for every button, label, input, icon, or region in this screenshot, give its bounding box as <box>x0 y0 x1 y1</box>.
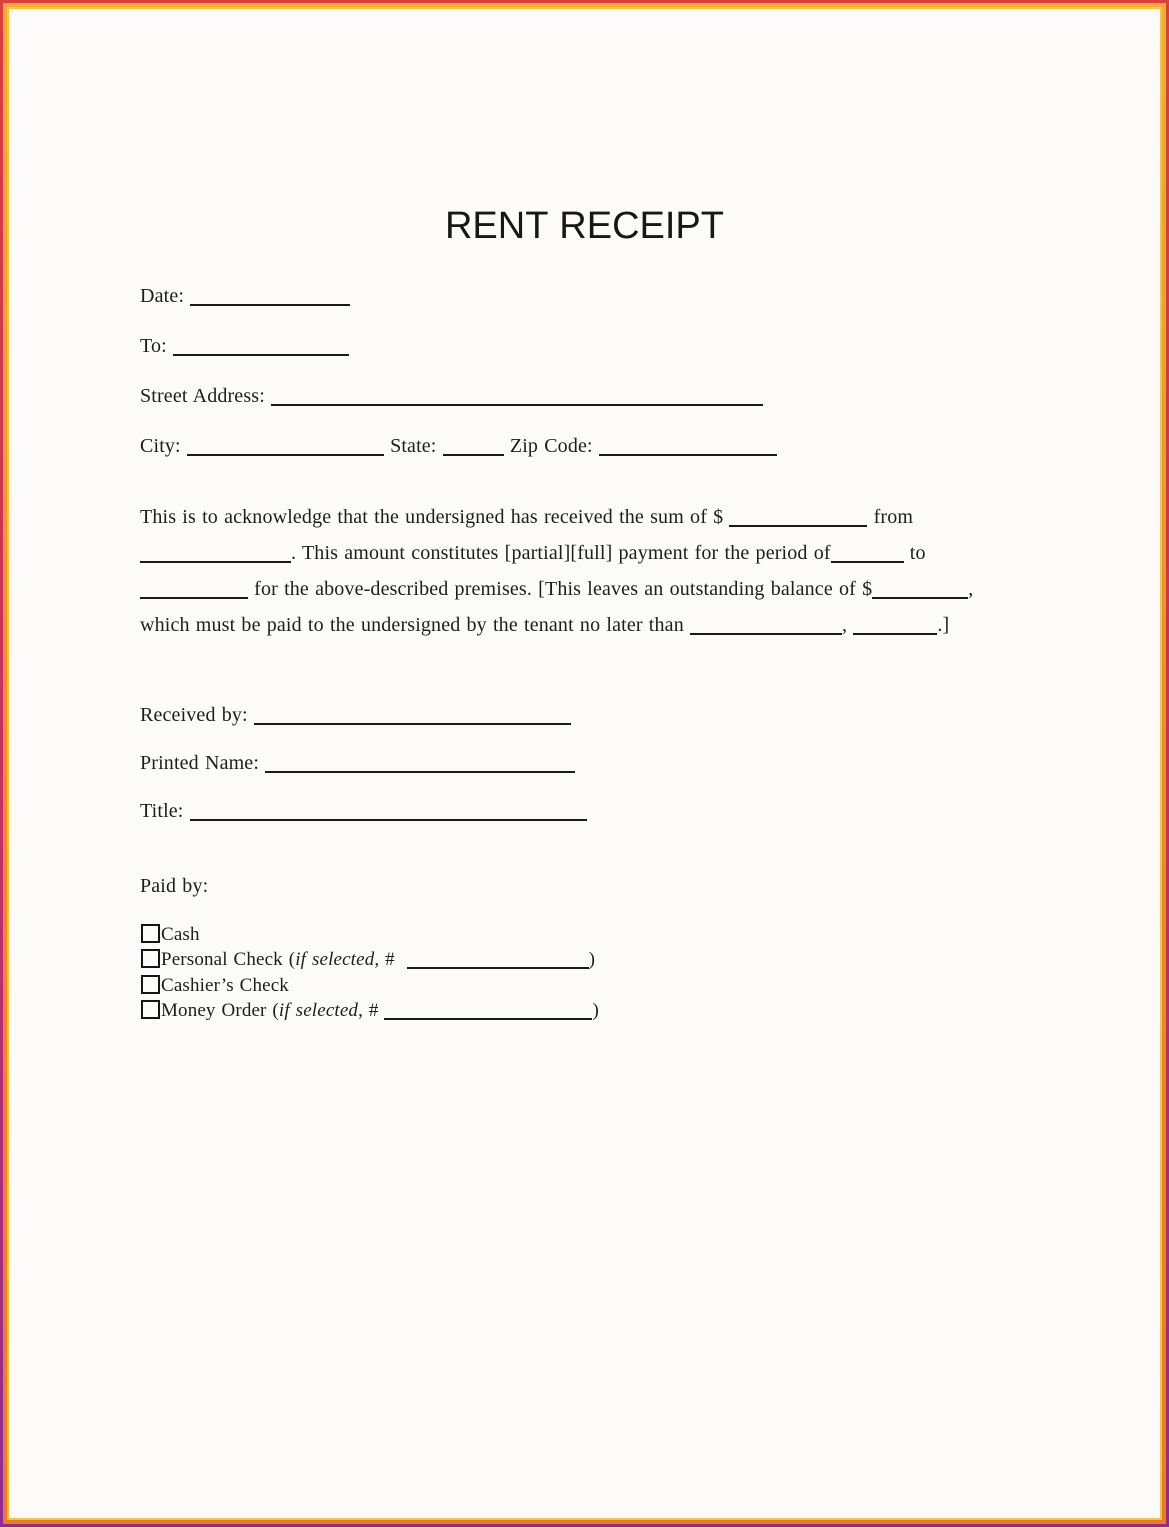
blank-line[interactable] <box>265 757 575 773</box>
text-segment: , <box>968 578 974 600</box>
text-segment: for the above-described premises. [This leaves an outstanding balance of $ <box>248 578 873 600</box>
text-segment: to <box>903 542 926 564</box>
blank-line[interactable] <box>853 619 937 635</box>
recipient-fields <box>140 284 777 484</box>
text-segment: , <box>842 614 854 636</box>
text-segment: Cashier’s Check <box>161 974 289 996</box>
personal-check-option <box>141 947 599 972</box>
blank-line[interactable] <box>831 547 904 563</box>
paragraph-line-1 <box>140 499 973 535</box>
text-segment: Money Order ( <box>161 1000 279 1022</box>
printed-name-row <box>140 751 587 799</box>
checkbox[interactable] <box>141 975 160 994</box>
to-row <box>140 334 777 384</box>
blank-line[interactable] <box>190 805 587 821</box>
text-segment: Received by: <box>140 704 254 726</box>
text-segment: ) <box>592 1000 599 1022</box>
cashiers-check-option <box>141 973 599 998</box>
text-segment: This is to acknowledge that the undersigned has received the sum of $ <box>140 506 730 528</box>
paragraph-line-4 <box>140 607 973 643</box>
text-segment: Printed Name: <box>140 752 266 774</box>
text-segment: from <box>867 506 914 528</box>
rent-receipt-document <box>9 9 1160 1518</box>
text-segment: City: <box>140 435 187 457</box>
checkbox[interactable] <box>141 1000 160 1019</box>
text-segment: ) <box>588 949 596 971</box>
document-title: RENT RECEIPT <box>444 205 724 247</box>
received-by-row <box>140 703 587 751</box>
text-segment: which must be paid to the undersigned by the tenant no later than <box>140 614 690 636</box>
blank-line[interactable] <box>173 340 349 356</box>
blank-line[interactable] <box>140 547 291 563</box>
blank-line[interactable] <box>254 709 571 725</box>
money-order-option <box>141 998 599 1023</box>
decorative-border-middle <box>3 3 1166 1524</box>
paragraph-line-3 <box>140 571 973 607</box>
blank-line[interactable] <box>190 290 350 306</box>
cash-option <box>141 922 599 947</box>
text-segment: Cash <box>161 924 200 945</box>
blank-line[interactable] <box>729 511 867 527</box>
checkbox[interactable] <box>141 949 160 968</box>
title-row <box>140 799 587 847</box>
date-row <box>140 284 777 334</box>
blank-line[interactable] <box>407 953 589 969</box>
italic-text-segment: if selected <box>295 949 375 971</box>
text-segment: , # <box>358 1000 385 1022</box>
paid-by-label: Paid by: <box>140 875 209 897</box>
text-segment: Zip Code: <box>503 435 599 457</box>
text-segment: Street Address: <box>140 385 272 407</box>
acknowledgement-paragraph <box>140 499 973 643</box>
blank-line[interactable] <box>872 583 968 599</box>
text-segment: State: <box>383 435 443 457</box>
text-segment: Title: <box>140 800 190 822</box>
blank-line[interactable] <box>187 440 384 456</box>
text-segment: Personal Check ( <box>161 949 296 971</box>
blank-line[interactable] <box>443 440 504 456</box>
text-segment: , # <box>374 949 407 971</box>
blank-line[interactable] <box>384 1004 592 1020</box>
paragraph-line-2 <box>140 535 973 571</box>
text-segment: To: <box>140 335 173 357</box>
payment-options <box>141 922 599 1024</box>
text-segment: .] <box>937 614 950 636</box>
street-address-row <box>140 384 777 434</box>
blank-line[interactable] <box>271 390 763 406</box>
city-state-zip-row <box>140 434 777 484</box>
checkbox[interactable] <box>141 924 160 943</box>
blank-line[interactable] <box>599 440 777 456</box>
blank-line[interactable] <box>690 619 842 635</box>
signature-fields <box>140 703 587 847</box>
blank-line[interactable] <box>140 583 248 599</box>
text-segment: Date: <box>140 285 191 307</box>
italic-text-segment: if selected <box>278 1000 359 1022</box>
text-segment: . This amount constitutes [partial][full] payment for the period of <box>291 542 831 564</box>
decorative-border-inner <box>7 7 1162 1520</box>
